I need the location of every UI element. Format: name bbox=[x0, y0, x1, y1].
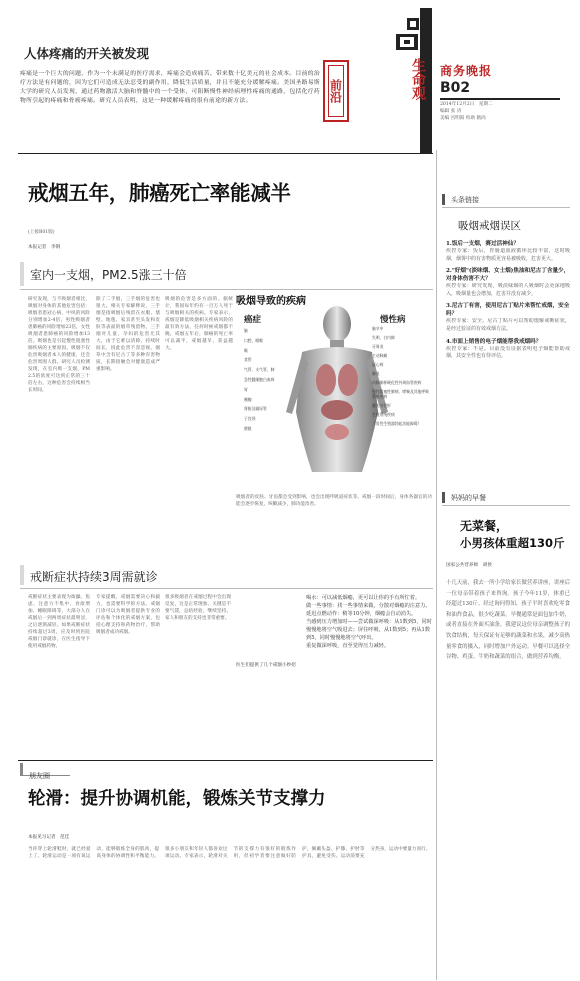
chronic-item: 动脉粥样硬化性外周血管疾病 bbox=[372, 380, 422, 385]
column-body bbox=[28, 846, 433, 972]
column-label-box bbox=[20, 763, 70, 780]
design-line: 美编 宫明阳 校助 鹤尚 bbox=[440, 116, 486, 121]
sidebar-link-label: 头条链接 bbox=[451, 196, 479, 204]
section1-col2: 除了二手烟，三手烟的危害也很大。相关专家解释说，三手烟是指吸烟后残留在衣服、墙壁、地毯、家具甚至头发和皮肤等表面的烟草残留物。三手烟对儿童、孕妇的危害尤其大，由于它难以清除，持续时间长，因此危害不容忽视。烟草中含有尼古丁等多种有害物质，长期接触会对健康造成严重影响。 bbox=[96, 297, 160, 372]
column-title: 轮滑：提升协调机能，锻炼关节支撑力 bbox=[28, 789, 326, 809]
column-body-text: 当你穿上轮滑鞋时，就已经爱上了。轮滑运动是一项有氧运动，能够锻炼全身的肌肉，提高身体的协调性和平衡能力。很多小朋友和年轻人都喜欢这项运动。专家表示，轮滑对关节的支撑力有很好的锻炼作用，但初学者要注意做好防护，佩戴头盔、护膝、护肘等护具，避免受伤。运动前要充分热身，运动中要量力而行。 bbox=[28, 847, 431, 859]
sidebar-link-title: 吸烟戒烟误区 bbox=[458, 220, 521, 232]
sidebar-mom-rule bbox=[442, 505, 570, 506]
cancer-item: 肾脏及输尿管 bbox=[244, 406, 267, 412]
section-vertical-tag bbox=[323, 60, 349, 122]
section2-col4 bbox=[236, 594, 300, 720]
section2-rule bbox=[20, 588, 433, 589]
qa-answer: 疾控专家：研究发现，吸淡味烟的人吸烟时会更深地吸入，吸烟量也会增加，危害并没有减少。 bbox=[446, 283, 570, 297]
section2-col2: 专家提醒，戒烟需要决心和毅力，也需要科学的方法。戒烟门诊可以为吸烟者提供专业的评估和个体化的戒烟方案，包括心理支持和药物治疗，帮助吸烟者成功戒烟。 bbox=[96, 595, 160, 635]
column-byline: 本报见习记者 范佳 bbox=[28, 835, 70, 840]
cancer-item: 胰腺 bbox=[244, 396, 252, 402]
disease-figure bbox=[232, 288, 432, 488]
sidebar-link-header bbox=[442, 194, 570, 206]
section-vertical-label: 前沿 bbox=[328, 79, 343, 103]
figure-title: 吸烟导致的疾病 bbox=[236, 296, 306, 307]
tip-item: 喝水：可以减低烟瘾，更可以让你的手有所忙着。 bbox=[306, 595, 421, 601]
qa-answer: 疾控专家：不是。目前没有证据表明电子烟能帮助戒烟，其安全性也有待评估。 bbox=[446, 345, 570, 360]
date-line: 2014年12月2日 星期二 bbox=[440, 102, 493, 107]
section1-bar bbox=[20, 262, 24, 286]
paper-name: 商务晚报 bbox=[440, 64, 493, 78]
tip-item: 延迟点燃动作：稍等10分钟，烟瘾会自动消失。 bbox=[306, 611, 417, 617]
top-divider bbox=[18, 153, 433, 154]
sidebar-divider bbox=[436, 150, 437, 980]
section2-col1: 戒断症状主要表现为烦躁、焦虑、注意力不集中、食欲增加、睡眠障碍等，大部分人在戒烟后一到两周症状最明显，之后逐渐减轻。如果戒断症状持续超过3周，应及时到医院戒烟门诊就诊，在医生指导下使用戒烟药物。 bbox=[28, 595, 90, 649]
tip-item: 做一些事情：找一些事情来做，分散对烟瘾的注意力。 bbox=[306, 603, 431, 609]
cancer-item: 喉 bbox=[244, 347, 248, 353]
chronic-item: 冠心病 bbox=[372, 362, 384, 367]
sidebar-mom-header bbox=[442, 492, 570, 504]
figure-left-header: 癌症 bbox=[244, 315, 262, 325]
figure-right-header: 慢性病 bbox=[380, 315, 406, 325]
headline: 戒烟五年，肺癌死亡率能减半 bbox=[28, 181, 291, 205]
sidebar-link-rule bbox=[442, 207, 570, 208]
qa-answer: 疾控专家：安全。尼古丁贴片可以帮助缓解戒断症状，是经过验证的有效戒烟方法。 bbox=[446, 318, 570, 332]
section2-subtitle: 戒断症状持续3周需就诊 bbox=[30, 570, 158, 584]
chronic-item: 慢性阻塞性肺病、哮喘及其他呼吸系统疾病 bbox=[372, 389, 429, 399]
column-rule bbox=[18, 760, 433, 761]
chronic-item: 失明、白内障 bbox=[372, 335, 395, 340]
tip-item: 当感到压力增加时——尝试做深呼吸：从1数到5，同时慢慢地将空气吸进去；屏住呼吸，从1数到5；再从1数到5，同时慢慢地将空气呼出。 bbox=[306, 619, 432, 641]
tip-end: 重复做深呼吸，直至觉得压力减轻。 bbox=[306, 643, 390, 649]
sidebar-mom-title-1: 无菜餐， bbox=[460, 519, 509, 533]
section2-bar bbox=[20, 565, 24, 585]
figure-left-list bbox=[244, 326, 299, 434]
cancer-item: 口腔、咽喉 bbox=[244, 337, 263, 343]
qa-question: 4.市面上销售的电子烟能帮我戒烟吗？ bbox=[446, 338, 542, 345]
cancer-item: 胃 bbox=[244, 386, 248, 392]
section2-col3: 很多吸烟者在戒烟过程中会出现反复，这是正常现象。关键是不要气馁，总结经验，继续坚持。家人和朋友的支持也非常重要。 bbox=[165, 595, 231, 621]
tips-title: 医生们提供了几个戒烟小妙招 bbox=[236, 663, 296, 668]
sidebar-mom-byline: 国家公共营养师 胡侯 bbox=[446, 563, 492, 568]
page-number: B02 bbox=[440, 80, 471, 96]
intro-block bbox=[20, 30, 320, 150]
chronic-item: 牙周炎 bbox=[372, 344, 384, 349]
column-label: 朋友圈 bbox=[29, 772, 50, 780]
page-rule bbox=[440, 98, 560, 100]
cancer-item: 食管 bbox=[244, 357, 252, 363]
cancer-item: 子宫颈 bbox=[244, 416, 256, 422]
figure-right-list bbox=[372, 326, 430, 430]
headline-byline: 本报记者 李钢 bbox=[28, 245, 61, 250]
section1-col3: 吸烟的危害是多方面的。据统计，我国每年约有一百万人死于与吸烟相关的疾病。专家表示，戒烟是降低吸烟相关疾病风险的最有效方法，任何时候戒烟都不晚。戒烟五年后，肺癌的死亡率可以减半，戒烟越早，获益越大。 bbox=[165, 297, 233, 351]
editor-line: 编辑 张 涛 bbox=[440, 109, 462, 114]
chronic-item: （男性生殖器勃起功能障碍） bbox=[372, 421, 422, 426]
section1-subtitle: 室内一支烟，PM2.5涨三十倍 bbox=[30, 268, 187, 282]
section1-col1: 研究发现，与不吸烟者相比，吸烟对身体的其他危害包括：吸烟者患冠心病、中风的风险分别增加2-4倍，男性吸烟者患肺癌的风险增加23倍，女性吸烟者患肺癌的风险增加13倍。吸烟也是引起慢性阻塞性肺疾病的主要原因。吸烟不仅危害吸烟者本人的健康，还会危害周围人群。研究人员检测发现，在室内吸一支烟，PM2.5的浓度可达到正常的三十倍左右，这种危害会持续相当长时间。 bbox=[28, 297, 90, 393]
chronic-item: 生殖系统疾病 bbox=[372, 412, 395, 417]
intro-title: 人体疼痛的开关被发现 bbox=[24, 46, 150, 61]
section-title: 生命观 bbox=[410, 58, 426, 100]
section1-col4: 吸烟者的皮肤、牙齿都会受到影响，也会出现呼吸道症状等。戒烟一段时间后，身体各器官的功能会逐步恢复，咳嗽减少，肺功能改善。 bbox=[236, 495, 432, 507]
cancer-item: 膀胱 bbox=[244, 425, 252, 431]
intro-body: 疼痛是一个巨大的问题，作为一个未满足的医疗需求，疼痛会造成痛苦、带来数十亿美元的社会成本。目前的治疗方法是有问题的，因为它们可造成无法忍受的副作用，降低生活质量，并且不能充分缓解疼痛。美国圣路易斯大学的研究人员发现，通过药物激活大脑和脊髓中的一个受体，可阻断慢性神经病理性疼痛的通路，包括化疗药物所引起的疼痛和骨癌疼痛。研究人员表明，这是一种缓解疼痛的很有前途的新方法。 bbox=[20, 71, 320, 104]
headline-source: (上接B01版) bbox=[28, 230, 55, 235]
qa-question: 2."好烟"(淡味烟、女士烟)焦油和尼古丁含量少，对身体伤害不大？ bbox=[446, 268, 570, 283]
chronic-item: 肺炎 bbox=[372, 371, 380, 376]
qa-question: 1.饭后一支烟，赛过活神仙？ bbox=[446, 241, 519, 247]
sidebar-mom-title-2: 小男孩体重超130斤 bbox=[460, 536, 565, 550]
chronic-item: 主动脉瘤 bbox=[372, 353, 388, 358]
cancer-item: 急性髓细胞白血病 bbox=[244, 376, 275, 382]
chronic-item: 髋关节骨折 bbox=[372, 403, 391, 408]
sidebar-mom-body: 十几天前，我去一所小学给家长做营养讲座，讲座后一位母亲带着孩子来咨询。孩子今年11岁，体重已经超过130斤。经过询问得知，孩子平时喜欢吃零食和油炸食品，很少吃蔬菜。早餐通常是面包加牛奶，或者直接在外面买油条。我建议这位母亲调整孩子的饮食结构，每天保证有足够的蔬菜和水果，减少高热量零食的摄入，同时增加户外运动。早餐可以选择全谷物、鸡蛋、牛奶和蔬菜的组合，做到营养均衡。 bbox=[446, 580, 570, 661]
sidebar-qa bbox=[446, 240, 570, 361]
cancer-item: 气管、支气管、肺 bbox=[244, 367, 275, 373]
tips-list bbox=[306, 594, 432, 650]
sidebar-mom-label: 妈妈的早餐 bbox=[451, 494, 486, 502]
qa-question: 3.尼古丁有害，使用尼古丁贴片来帮忙戒烟，安全吗？ bbox=[446, 303, 570, 318]
qa-answer: 疾控专家：饭后，胃肠道血液循环比较丰富，这时吸烟，烟雾中的有害物质更容易被吸收，危害更大。 bbox=[446, 248, 570, 262]
chronic-item: 脑卒中 bbox=[372, 326, 384, 331]
cancer-item: 脑 bbox=[244, 328, 248, 333]
